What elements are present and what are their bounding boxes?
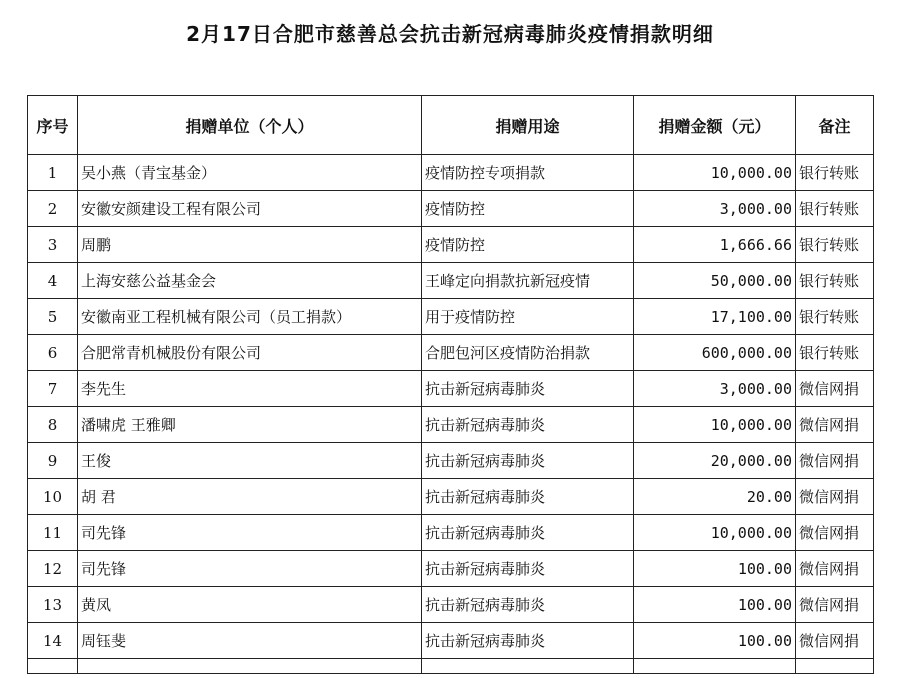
amount-cell: 100.00 — [634, 551, 796, 587]
table-header-row — [28, 96, 874, 155]
donor-cell: 胡 君 — [78, 479, 422, 515]
row-number: 14 — [28, 623, 78, 659]
empty-cell — [796, 659, 874, 674]
table-row — [28, 335, 874, 371]
purpose-cell: 抗击新冠病毒肺炎 — [422, 407, 634, 443]
row-number: 10 — [28, 479, 78, 515]
purpose-cell: 抗击新冠病毒肺炎 — [422, 371, 634, 407]
donor-cell: 黄凤 — [78, 587, 422, 623]
header-donor: 捐赠单位（个人） — [78, 96, 422, 155]
table-row — [28, 407, 874, 443]
row-number: 2 — [28, 191, 78, 227]
donor-cell: 合肥常青机械股份有限公司 — [78, 335, 422, 371]
table-row — [28, 443, 874, 479]
row-number: 12 — [28, 551, 78, 587]
amount-cell: 100.00 — [634, 587, 796, 623]
page-title: 2月17日合肥市慈善总会抗击新冠病毒肺炎疫情捐款明细 — [186, 22, 714, 46]
purpose-cell: 抗击新冠病毒肺炎 — [422, 479, 634, 515]
table-row — [28, 299, 874, 335]
empty-cell — [422, 659, 634, 674]
table-row — [28, 587, 874, 623]
purpose-cell: 疫情防控 — [422, 227, 634, 263]
amount-cell: 100.00 — [634, 623, 796, 659]
empty-cell — [78, 659, 422, 674]
donor-cell: 王俊 — [78, 443, 422, 479]
donor-cell: 司先锋 — [78, 551, 422, 587]
table-row — [28, 191, 874, 227]
amount-cell: 3,000.00 — [634, 371, 796, 407]
amount-cell: 3,000.00 — [634, 191, 796, 227]
amount-cell: 10,000.00 — [634, 407, 796, 443]
donor-cell: 吴小燕（青宝基金） — [78, 155, 422, 191]
note-cell: 银行转账 — [796, 191, 874, 227]
donor-cell: 安徽安颜建设工程有限公司 — [78, 191, 422, 227]
donor-cell: 李先生 — [78, 371, 422, 407]
donor-cell: 潘啸虎 王雅卿 — [78, 407, 422, 443]
row-number: 5 — [28, 299, 78, 335]
header-note: 备注 — [796, 96, 874, 155]
header-amount: 捐赠金额（元） — [634, 96, 796, 155]
note-cell: 微信网捐 — [796, 587, 874, 623]
donor-cell: 司先锋 — [78, 515, 422, 551]
purpose-cell: 疫情防控专项捐款 — [422, 155, 634, 191]
row-number: 4 — [28, 263, 78, 299]
note-cell: 微信网捐 — [796, 479, 874, 515]
table-body — [28, 155, 874, 674]
purpose-cell: 抗击新冠病毒肺炎 — [422, 443, 634, 479]
donor-cell: 上海安慈公益基金会 — [78, 263, 422, 299]
purpose-cell: 疫情防控 — [422, 191, 634, 227]
note-cell: 银行转账 — [796, 263, 874, 299]
table-row — [28, 155, 874, 191]
note-cell: 微信网捐 — [796, 407, 874, 443]
header-no: 序号 — [28, 96, 78, 155]
amount-cell: 17,100.00 — [634, 299, 796, 335]
purpose-cell: 用于疫情防控 — [422, 299, 634, 335]
note-cell: 银行转账 — [796, 155, 874, 191]
table-row — [28, 263, 874, 299]
purpose-cell: 抗击新冠病毒肺炎 — [422, 623, 634, 659]
table-row — [28, 623, 874, 659]
table-row — [28, 227, 874, 263]
purpose-cell: 王峰定向捐款抗新冠疫情 — [422, 263, 634, 299]
table-row — [28, 371, 874, 407]
empty-cell — [28, 659, 78, 674]
header-purpose: 捐赠用途 — [422, 96, 634, 155]
table-row — [28, 479, 874, 515]
row-number: 3 — [28, 227, 78, 263]
table-row-cut-off — [28, 659, 874, 674]
note-cell: 银行转账 — [796, 227, 874, 263]
row-number: 6 — [28, 335, 78, 371]
note-cell: 微信网捐 — [796, 551, 874, 587]
purpose-cell: 抗击新冠病毒肺炎 — [422, 515, 634, 551]
table-row — [28, 551, 874, 587]
note-cell: 微信网捐 — [796, 623, 874, 659]
donor-cell: 周鹏 — [78, 227, 422, 263]
purpose-cell: 抗击新冠病毒肺炎 — [422, 587, 634, 623]
table-row — [28, 515, 874, 551]
row-number: 1 — [28, 155, 78, 191]
purpose-cell: 合肥包河区疫情防治捐款 — [422, 335, 634, 371]
amount-cell: 50,000.00 — [634, 263, 796, 299]
amount-cell: 1,666.66 — [634, 227, 796, 263]
row-number: 11 — [28, 515, 78, 551]
note-cell: 银行转账 — [796, 335, 874, 371]
note-cell: 微信网捐 — [796, 443, 874, 479]
empty-cell — [634, 659, 796, 674]
row-number: 13 — [28, 587, 78, 623]
donor-cell: 安徽南亚工程机械有限公司（员工捐款） — [78, 299, 422, 335]
amount-cell: 600,000.00 — [634, 335, 796, 371]
amount-cell: 10,000.00 — [634, 515, 796, 551]
donation-table — [27, 95, 874, 674]
amount-cell: 20.00 — [634, 479, 796, 515]
donor-cell: 周钰斐 — [78, 623, 422, 659]
row-number: 8 — [28, 407, 78, 443]
purpose-cell: 抗击新冠病毒肺炎 — [422, 551, 634, 587]
note-cell: 微信网捐 — [796, 515, 874, 551]
row-number: 9 — [28, 443, 78, 479]
note-cell: 银行转账 — [796, 299, 874, 335]
row-number: 7 — [28, 371, 78, 407]
amount-cell: 20,000.00 — [634, 443, 796, 479]
note-cell: 微信网捐 — [796, 371, 874, 407]
amount-cell: 10,000.00 — [634, 155, 796, 191]
